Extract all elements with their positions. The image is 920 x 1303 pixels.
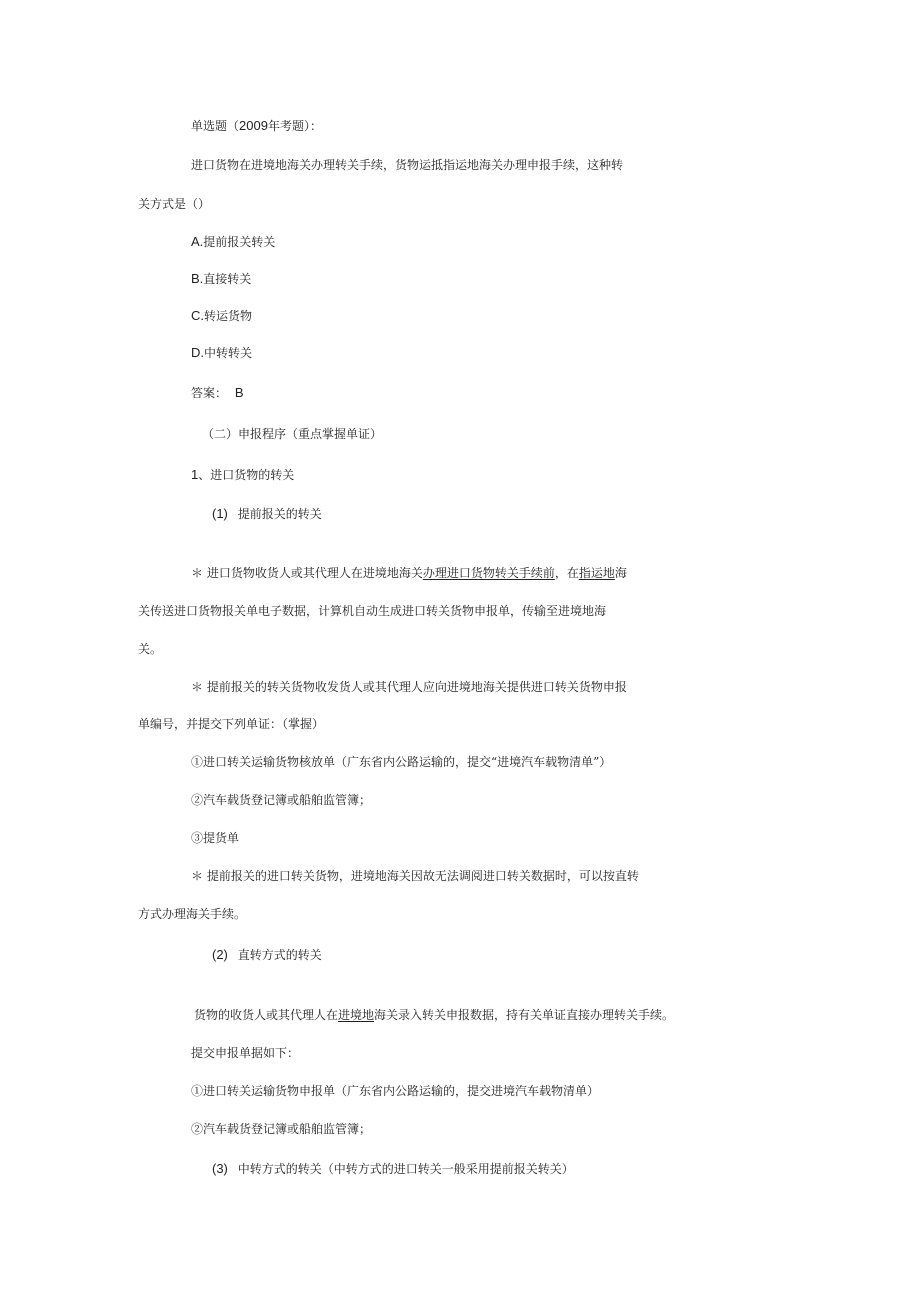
option-b-letter: B. [191,271,204,286]
paragraph-5: 提交申报单据如下： [191,1046,300,1060]
subsection-1-number: 1 [191,467,199,482]
paragraph-4-part-b: 海关录入转关申报数据，持有关单证直接办理转关手续。 [374,1008,675,1022]
paragraph-1-line-3: 关。 [138,642,163,656]
doc-list-1-item-1: ①进口转关运输货物核放单（广东省内公路运输的，提交“进境汽车载物清单”） [191,755,612,769]
question-header-post: 年考题）： [267,119,322,133]
paragraph-1-part-b: ，在 [554,566,579,580]
underlined-entry-port: 进境地 [338,1008,375,1022]
item-2-text: 直转方式的转关 [237,948,322,962]
paragraph-3-line-2: 方式办理海关手续。 [138,907,247,921]
section-title: （二）申报程序（重点掌握单证） [202,427,383,441]
item-1-number: (1) [212,506,228,521]
option-c-letter: C. [191,308,204,323]
item-1-heading [212,506,322,522]
item-2-heading [212,947,322,963]
option-b [191,271,251,287]
option-b-text: 直接转关 [203,272,252,286]
paragraph-4 [194,1007,674,1023]
question-header-pre: 单选题（ [191,119,240,133]
option-a-letter: A. [191,234,204,249]
option-a [191,234,275,250]
question-text-line-2: 关方式是（） [138,197,211,211]
underlined-procedure: 办理进口货物转关手续前 [422,566,555,580]
question-text-line-1: 进口货物在进境地海关办理转关手续，货物运抵指运地海关办理申报手续，这种转 [191,158,624,172]
item-3-heading [212,1161,574,1177]
underlined-destination: 指运地 [578,566,615,580]
question-header [191,118,322,134]
paragraph-1-line-2: 关传送进口货物报关单电子数据，计算机自动生成进口转关货物申报单，传输至进境地海 [138,604,607,618]
option-d [191,345,252,361]
subsection-1-text: 、进口货物的转关 [198,468,295,482]
doc-list-2-item-1: ①进口转关运输货物申报单（广东省内公路运输的，提交进境汽车载物清单） [191,1084,600,1098]
paragraph-3-line-1: ＊ 提前报关的进口转关货物，进境地海关因故无法调阅进口转关数据时，可以按直转 [191,869,639,883]
item-1-text: 提前报关的转关 [237,507,322,521]
question-year: 2009 [239,118,268,133]
paragraph-2-line-2: 单编号，并提交下列单证：（掌握） [138,717,325,731]
option-c-text: 转运货物 [204,309,253,323]
paragraph-4-part-a: 货物的收货人或其代理人在 [194,1008,339,1022]
item-3-number: (3) [212,1161,228,1176]
doc-list-1-item-3: ③提货单 [191,831,240,845]
option-d-text: 中转转关 [204,346,253,360]
answer-label: 答案： [191,386,228,400]
answer-value: B [234,385,244,400]
item-3-text: 中转方式的转关（中转方式的进口转关一般采用提前报关转关） [237,1162,574,1176]
option-c [191,308,252,324]
paragraph-2-line-1: ＊ 提前报关的转关货物收发货人或其代理人应向进境地海关提供进口转关货物申报 [191,680,627,694]
paragraph-1-part-a: ＊ 进口货物收货人或其代理人在进境地海关 [191,566,423,580]
subsection-1 [191,467,294,483]
answer-line [191,385,244,401]
doc-list-2-item-2: ②汽车载货登记簿或船舶监管簿； [191,1122,372,1136]
option-d-letter: D. [191,345,204,360]
doc-list-1-item-2: ②汽车载货登记簿或船舶监管簿； [191,793,372,807]
paragraph-1-part-c: 海 [614,566,627,580]
item-2-number: (2) [212,947,228,962]
paragraph-1-line-1 [191,565,627,581]
option-a-text: 提前报关转关 [203,235,276,249]
